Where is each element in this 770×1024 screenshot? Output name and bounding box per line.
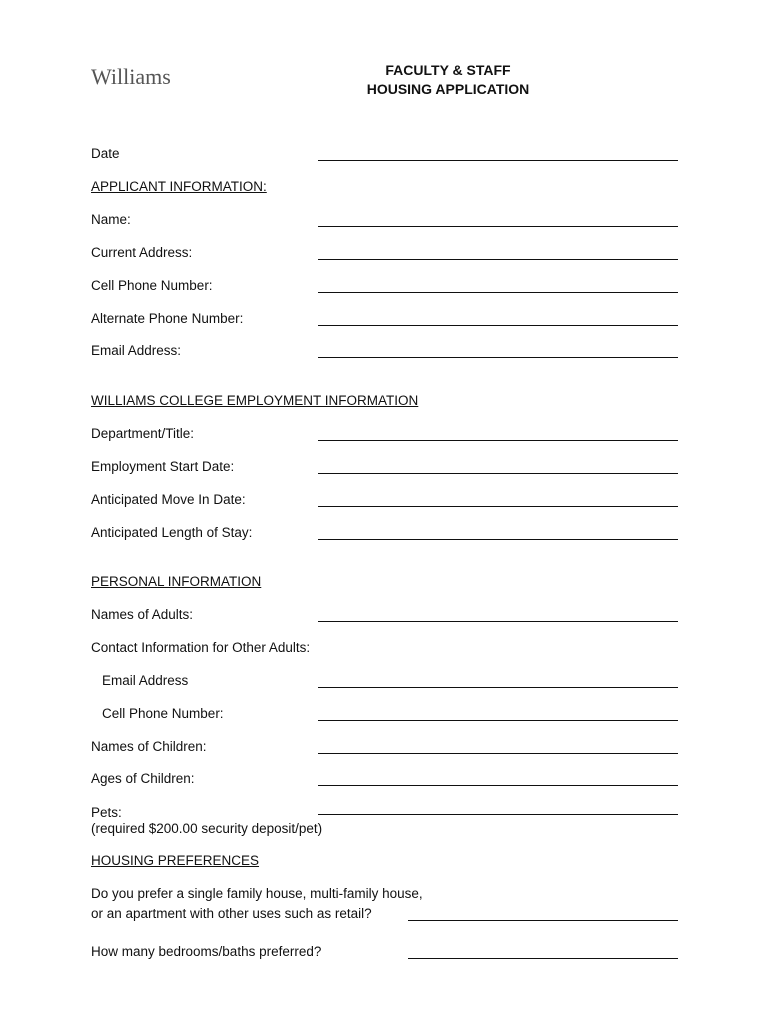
- stay-field[interactable]: [318, 539, 678, 540]
- email-label: Email Address:: [91, 343, 182, 358]
- date-field[interactable]: [318, 160, 678, 161]
- ages-label: Ages of Children:: [91, 771, 195, 786]
- bedrooms-field[interactable]: [408, 958, 678, 959]
- name-field[interactable]: [318, 226, 678, 227]
- children-label: Names of Children:: [91, 739, 207, 754]
- email-field[interactable]: [318, 357, 678, 358]
- date-row: [0, 146, 770, 166]
- stay-label: Anticipated Length of Stay:: [91, 525, 253, 540]
- start-date-row: [0, 459, 770, 479]
- adults-label: Names of Adults:: [91, 607, 194, 622]
- name-label: Name:: [91, 212, 131, 227]
- dept-label: Department/Title:: [91, 426, 195, 441]
- contact-cell-field[interactable]: [318, 720, 678, 721]
- cell-field[interactable]: [318, 292, 678, 293]
- pets-field[interactable]: [318, 814, 678, 815]
- address-row: [0, 245, 770, 265]
- dept-row: [0, 426, 770, 446]
- title-line-1: FACULTY & STAFF: [385, 62, 511, 78]
- personal-heading: PERSONAL INFORMATION: [91, 574, 262, 589]
- contact-label: Contact Information for Other Adults:: [91, 640, 311, 655]
- employment-heading: WILLIAMS COLLEGE EMPLOYMENT INFORMATION: [91, 393, 419, 408]
- start-date-field[interactable]: [318, 473, 678, 474]
- contact-email-row: [0, 673, 770, 693]
- housing-type-field[interactable]: [408, 920, 678, 921]
- cell-row: [0, 278, 770, 298]
- housing-heading: HOUSING PREFERENCES: [91, 853, 260, 868]
- date-label: Date: [91, 146, 120, 161]
- contact-row: [0, 640, 770, 660]
- dept-field[interactable]: [318, 440, 678, 441]
- move-in-label: Anticipated Move In Date:: [91, 492, 246, 507]
- bedrooms-label: How many bedrooms/baths preferred?: [91, 944, 322, 959]
- bedrooms-row: [0, 944, 770, 964]
- stay-row: [0, 525, 770, 545]
- children-row: [0, 739, 770, 759]
- adults-row: [0, 607, 770, 627]
- contact-cell-row: [0, 706, 770, 726]
- move-in-row: [0, 492, 770, 512]
- ages-row: [0, 771, 770, 791]
- alt-phone-row: [0, 311, 770, 331]
- adults-field[interactable]: [318, 621, 678, 622]
- address-field[interactable]: [318, 259, 678, 260]
- email-row: [0, 343, 770, 363]
- cell-label: Cell Phone Number:: [91, 278, 213, 293]
- alt-phone-field[interactable]: [318, 325, 678, 326]
- housing-type-row: [0, 906, 770, 926]
- housing-type-question-line-1: Do you prefer a single family house, multi-family house,: [91, 886, 423, 901]
- form-title: [318, 61, 578, 99]
- alt-phone-label: Alternate Phone Number:: [91, 311, 244, 326]
- move-in-field[interactable]: [318, 506, 678, 507]
- address-label: Current Address:: [91, 245, 193, 260]
- pets-note: (required $200.00 security deposit/pet): [91, 821, 323, 836]
- applicant-heading: APPLICANT INFORMATION:: [91, 179, 267, 194]
- children-field[interactable]: [318, 753, 678, 754]
- contact-cell-label: Cell Phone Number:: [102, 706, 224, 721]
- name-row: [0, 212, 770, 232]
- pets-label: Pets:: [91, 805, 122, 820]
- williams-logo: Williams: [91, 64, 171, 89]
- ages-field[interactable]: [318, 785, 678, 786]
- contact-email-label: Email Address: [102, 673, 189, 688]
- start-date-label: Employment Start Date:: [91, 459, 235, 474]
- contact-email-field[interactable]: [318, 687, 678, 688]
- title-line-2: HOUSING APPLICATION: [366, 81, 530, 97]
- housing-type-question-line-2: or an apartment with other uses such as retail?: [91, 906, 372, 921]
